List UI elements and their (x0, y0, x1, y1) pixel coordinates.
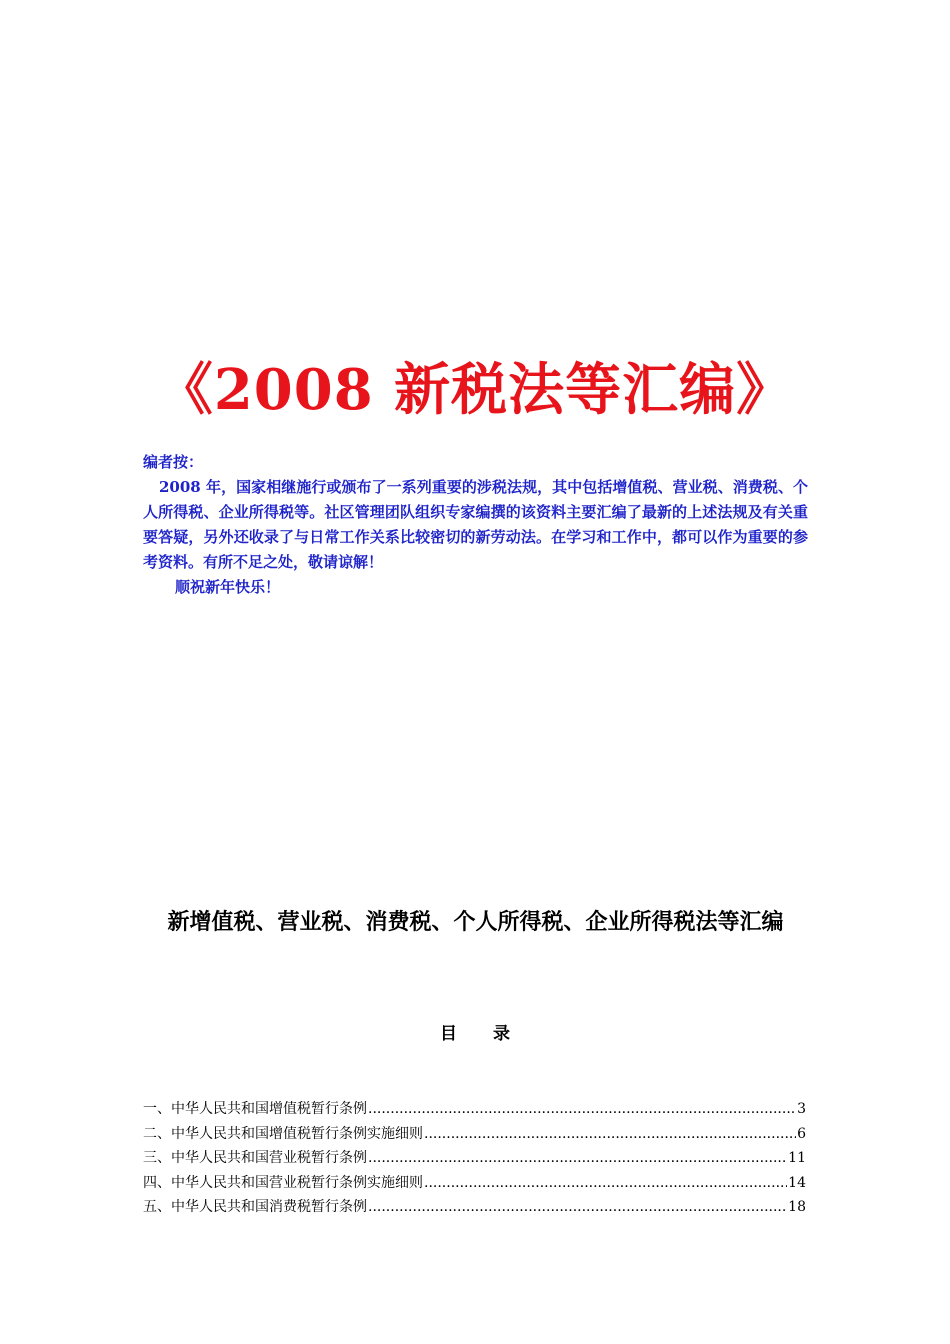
toc-entry[interactable] (143, 1171, 806, 1196)
toc-entry[interactable] (143, 1195, 806, 1220)
toc-entry-label[interactable]: 四、中华人民共和国营业税暂行条例实施细则 (143, 1174, 423, 1191)
toc-entry-page[interactable]: 11 (788, 1150, 806, 1166)
toc-entry[interactable] (143, 1146, 806, 1171)
toc-entry-page[interactable]: 18 (788, 1199, 806, 1215)
toc-entry-page[interactable]: 14 (788, 1174, 806, 1191)
toc-entry-label[interactable]: 五、中华人民共和国消费税暂行条例 (143, 1199, 367, 1215)
toc-dot-leader (424, 1171, 787, 1196)
toc-entry[interactable] (143, 1122, 806, 1147)
toc-dot-leader (424, 1122, 796, 1147)
toc-dot-leader (368, 1146, 787, 1171)
editor-note-body: 2008 年，国家相继施行或颁布了一系列重要的涉税法规，其中包括增值税、营业税、消费税、个人所得税、企业所得税等。社区管理团队组织专家编撰的该资料主要汇编了最新的上述法规及有关重要答疑，另外还收录了与日常工作关系比较密切的新劳动法。在学习和工作中，都可以作为重要的参考资料。有所不足之处，敬请谅解！ (143, 478, 808, 571)
toc-entry-page[interactable]: 6 (797, 1125, 806, 1142)
toc-entry[interactable] (143, 1097, 806, 1122)
toc-entry-label[interactable]: 三、中华人民共和国营业税暂行条例 (143, 1150, 367, 1166)
editor-note-heading: 编者按： (143, 453, 204, 471)
toc-entry-label[interactable]: 二、中华人民共和国增值税暂行条例实施细则 (143, 1125, 423, 1142)
editor-note (143, 450, 808, 600)
toc-dot-leader (368, 1097, 796, 1122)
compilation-title: 新增值税、营业税、消费税、个人所得税、企业所得税法等汇编 (167, 909, 784, 935)
editor-note-greeting: 顺祝新年快乐！ (175, 578, 281, 596)
table-of-contents (143, 1097, 806, 1220)
toc-dot-leader (368, 1195, 787, 1220)
toc-entry-label[interactable]: 一、中华人民共和国增值税暂行条例 (143, 1101, 367, 1117)
toc-entry-page[interactable]: 3 (797, 1101, 806, 1117)
main-title: 《2008 新税法等汇编》 (156, 357, 794, 423)
toc-heading: 目录 (440, 1024, 546, 1044)
